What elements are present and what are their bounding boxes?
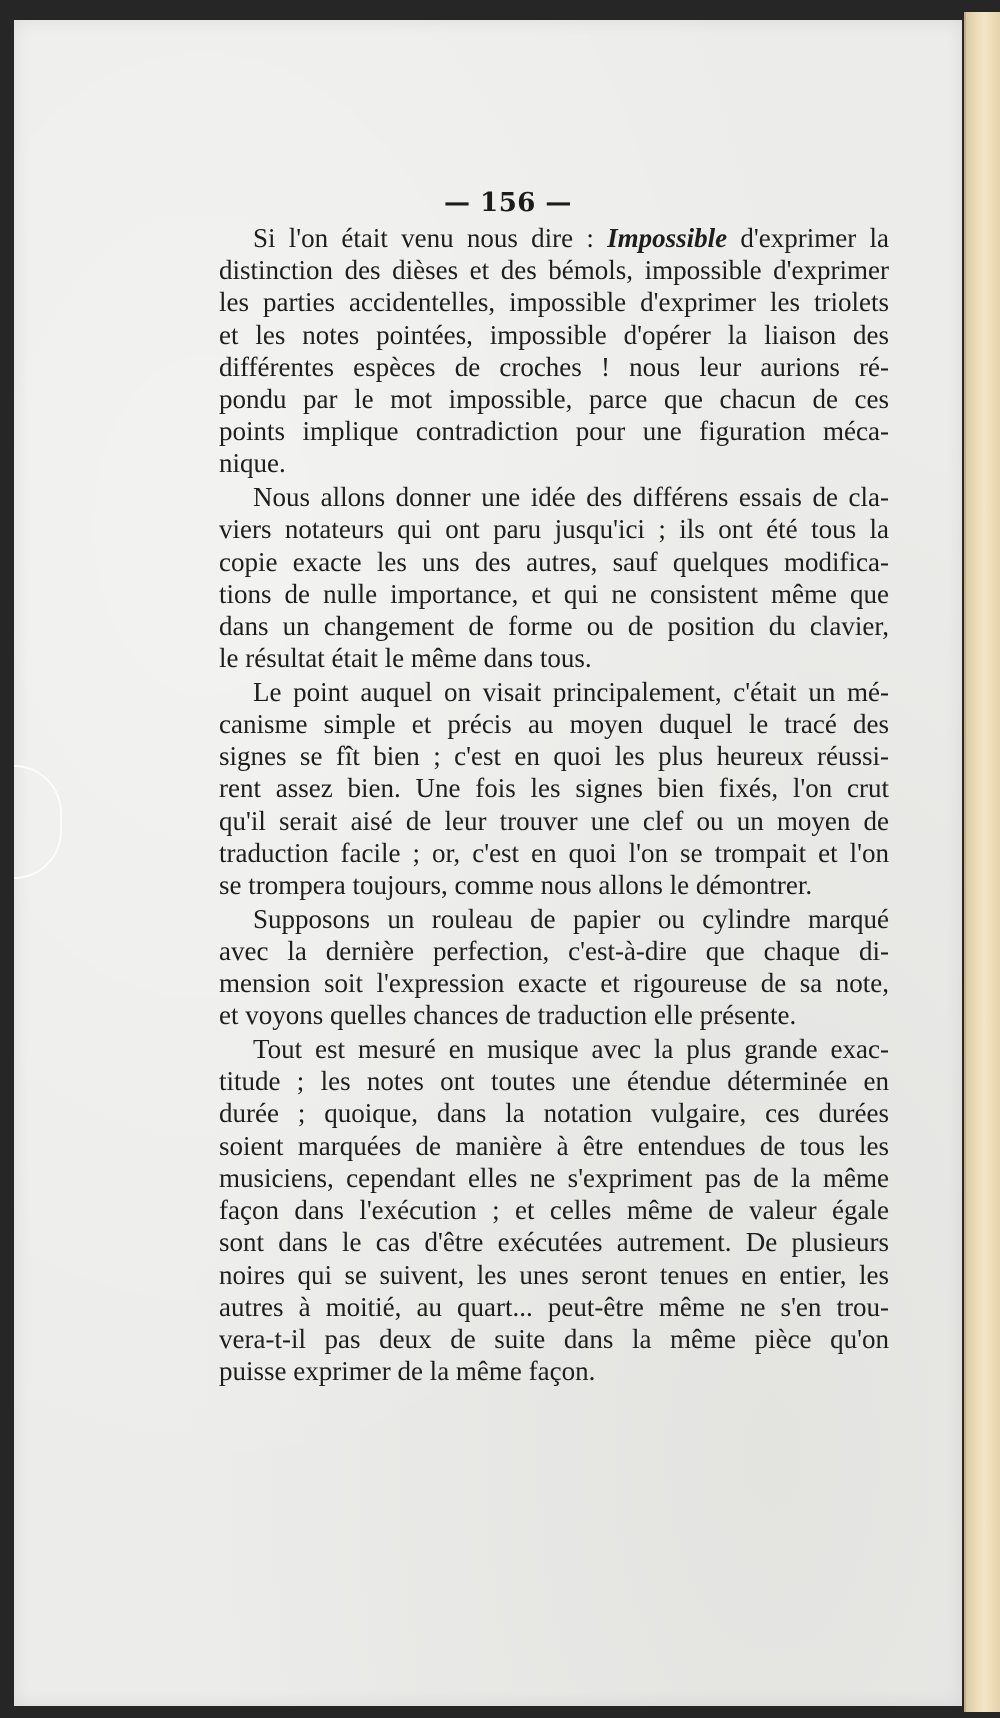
text-segment: puisse exprimer de la même façon. <box>219 1356 596 1387</box>
text-segment: le résultat était le même dans tous. <box>219 643 592 674</box>
text-segment: Tout est mesuré en musique avec la plus grande exac- <box>253 1034 889 1065</box>
text-segment: se trompera toujours, comme nous allons le démontrer. <box>219 870 813 901</box>
text-segment: autres à moitié, au quart... peut-être même ne s'en trou- <box>219 1291 889 1322</box>
text-segment: Supposons un rouleau de papier ou cylindre marqué <box>253 903 889 934</box>
text-line <box>219 546 889 578</box>
body-text <box>219 222 889 1389</box>
text-line <box>219 286 889 318</box>
text-segment: dans un changement de forme ou de position du clavier, <box>219 610 889 641</box>
text-segment: différentes espèces de croches ! nous leur aurions ré- <box>219 351 889 382</box>
text-segment: titude ; les notes ont toutes une étendue déterminée en <box>219 1066 889 1097</box>
text-line <box>219 1291 889 1323</box>
text-line <box>219 1033 889 1065</box>
text-segment: durée ; quoique, dans la notation vulgaire, ces durées <box>219 1098 889 1129</box>
text-line <box>219 772 889 804</box>
text-segment: tions de nulle importance, et qui ne consistent même que <box>219 578 889 609</box>
text-line <box>219 1323 889 1355</box>
text-segment: vera-t-il pas deux de suite dans la même pièce qu'on <box>219 1323 889 1354</box>
text-segment: les parties accidentelles, impossible d'exprimer les triolets <box>219 287 889 318</box>
text-segment: soient marquées de manière à être entendues de tous les <box>219 1130 889 1161</box>
text-line <box>219 676 889 708</box>
paragraph <box>219 481 889 674</box>
text-segment: rent assez bien. Une fois les signes bien fixés, l'on crut <box>219 773 889 804</box>
text-segment: copie exacte les uns des autres, sauf quelques modifica- <box>219 546 889 577</box>
text-line <box>219 415 889 447</box>
paragraph-gap <box>219 1387 889 1389</box>
page-number: — 156 — <box>444 188 572 218</box>
text-segment: mension soit l'expression exacte et rigoureuse de sa note, <box>219 968 889 999</box>
text-segment: noires qui se suivent, les unes seront tenues en entier, les <box>219 1259 889 1290</box>
text-line <box>219 1259 889 1291</box>
text-segment: musiciens, cependant elles ne s'expriment pas de la même <box>219 1162 889 1193</box>
text-line <box>219 610 889 642</box>
paragraph <box>219 903 889 1032</box>
text-line <box>219 869 889 901</box>
text-line <box>219 935 889 967</box>
text-line <box>219 481 889 513</box>
text-segment: viers notateurs qui ont paru jusqu'ici ; ils ont été tous la <box>219 514 889 545</box>
text-segment: nique. <box>219 448 286 479</box>
book-page-edge <box>964 12 1000 1712</box>
text-line <box>219 999 889 1031</box>
text-segment: canisme simple et précis au moyen duquel le tracé des <box>219 709 889 740</box>
text-segment: sont dans le cas d'être exécutées autrement. De plusieurs <box>219 1227 889 1258</box>
text-segment: qu'il serait aisé de leur trouver une clef ou un moyen de <box>219 805 889 836</box>
text-line <box>219 1226 889 1258</box>
text-segment: et voyons quelles chances de traduction elle présente. <box>219 1000 797 1031</box>
text-line <box>219 578 889 610</box>
text-line <box>219 805 889 837</box>
text-line <box>219 1355 889 1387</box>
text-line <box>219 708 889 740</box>
text-line <box>219 1194 889 1226</box>
paragraph <box>219 1033 889 1387</box>
text-segment: pondu par le mot impossible, parce que chacun de ces <box>219 384 889 415</box>
text-line <box>219 447 889 479</box>
text-line <box>219 903 889 935</box>
text-line <box>219 383 889 415</box>
text-line <box>219 1162 889 1194</box>
text-line <box>219 1065 889 1097</box>
text-line <box>219 837 889 869</box>
text-segment: et les notes pointées, impossible d'opérer la liaison des <box>219 319 889 350</box>
text-segment: d'exprimer la <box>727 223 889 253</box>
text-line <box>219 351 889 383</box>
text-segment: avec la dernière perfection, c'est-à-dire que chaque di- <box>219 935 889 966</box>
paragraph <box>219 676 889 901</box>
text-segment: Nous allons donner une idée des différens essais de cla- <box>253 482 889 513</box>
text-line <box>219 642 889 674</box>
text-segment: points implique contradiction pour une figuration méca- <box>219 416 889 447</box>
text-segment: façon dans l'exécution ; et celles même de valeur égale <box>219 1195 889 1226</box>
text-segment: Le point auquel on visait principalement, c'était un mé- <box>253 676 889 707</box>
italic-word: Impossible <box>607 223 728 253</box>
text-segment: Si l'on était venu nous dire : <box>253 223 608 253</box>
paragraph <box>219 222 889 480</box>
text-line <box>219 1130 889 1162</box>
text-line <box>219 1097 889 1129</box>
text-line <box>219 222 889 254</box>
text-line <box>219 513 889 545</box>
text-segment: traduction facile ; or, c'est en quoi l'on se trompait et l'on <box>219 837 889 868</box>
text-segment: distinction des dièses et des bémols, impossible d'exprimer <box>219 255 889 286</box>
text-line <box>219 740 889 772</box>
text-line <box>219 319 889 351</box>
text-line <box>219 967 889 999</box>
text-line <box>219 254 889 286</box>
text-segment: signes se fît bien ; c'est en quoi les plus heureux réussi- <box>219 741 889 772</box>
